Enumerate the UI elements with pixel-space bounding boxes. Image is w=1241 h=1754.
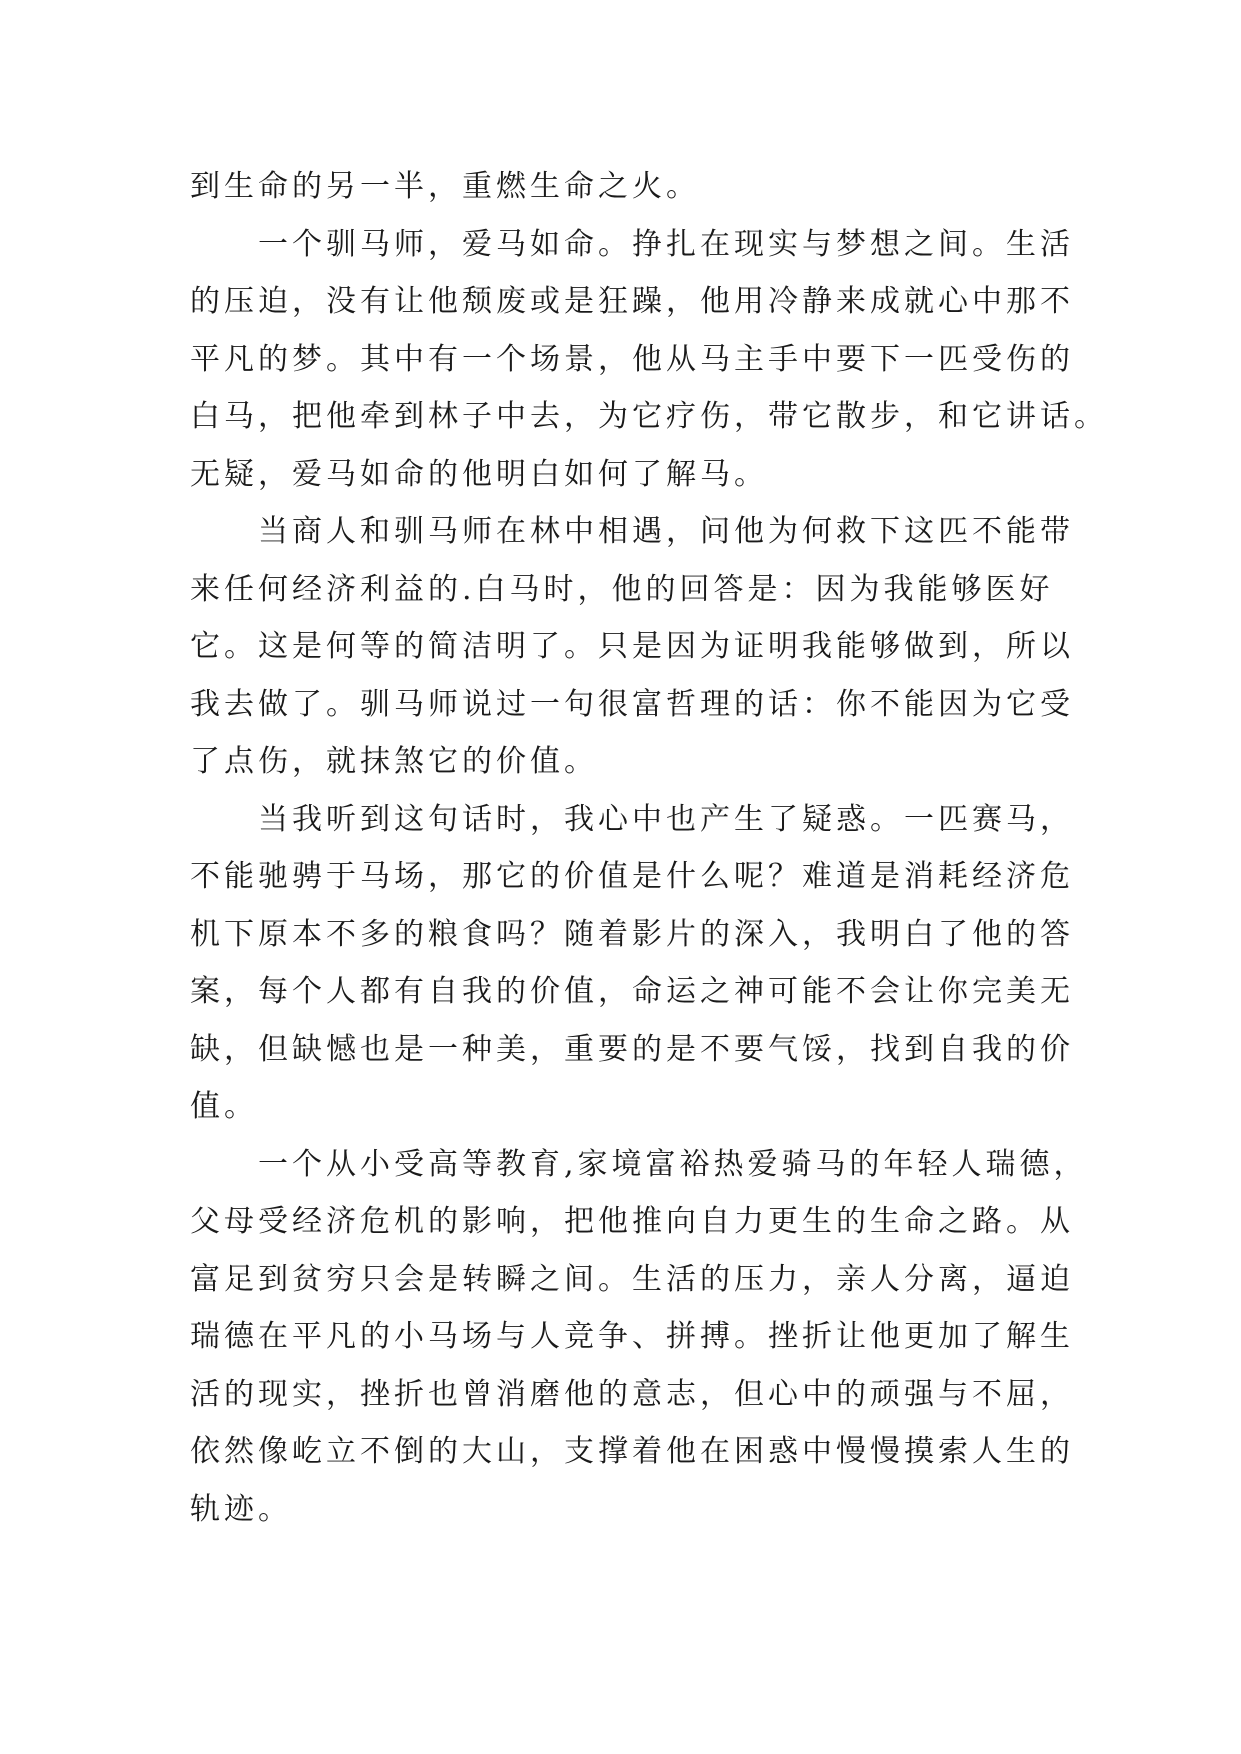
text-line: 值。 — [190, 1089, 258, 1124]
text-line: 无疑，爱马如命的他明白如何了解马。 — [190, 456, 768, 492]
text-line: 了点伤，就抹煞它的价值。 — [190, 744, 598, 779]
text-line: 到生命的另一半，重燃生命之火。 — [190, 169, 700, 204]
text-line: 一个从小受高等教育,家境富裕热爱骑马的年轻人瑞德， — [190, 1146, 1088, 1182]
text-line: 白马，把他牵到林子中去，为它疗伤，带它散步，和它讲话。 — [190, 399, 1108, 434]
text-line: 我去做了。驯马师说过一句很富哲理的话：你不能因为它受 — [190, 686, 1074, 722]
text-line: 机下原本不多的粮食吗？随着影片的深入，我明白了他的答 — [190, 916, 1074, 952]
text-line: 父母受经济危机的影响，把他推向自力更生的生命之路。从 — [190, 1204, 1074, 1239]
document-body — [190, 158, 1108, 1538]
text-line: 当我听到这句话时，我心中也产生了疑惑。一匹赛马， — [190, 801, 1074, 837]
text-line: 的压迫，没有让他颓废或是狂躁，他用冷静来成就心中那不 — [190, 284, 1074, 319]
text-line: 缺，但缺憾也是一种美，重要的是不要气馁，找到自我的价 — [190, 1031, 1074, 1067]
text-line: 活的现实，挫折也曾消磨他的意志，但心中的顽强与不屈， — [190, 1376, 1074, 1412]
text-line: 轨迹。 — [190, 1491, 292, 1527]
text-line: 富足到贫穷只会是转瞬之间。生活的压力，亲人分离，逼迫 — [190, 1261, 1074, 1297]
text-line: 不能驰骋于马场，那它的价值是什么呢？难道是消耗经济危 — [190, 859, 1074, 894]
text-line: 一个驯马师，爱马如命。挣扎在现实与梦想之间。生活 — [190, 226, 1074, 262]
text-line: 平凡的梦。其中有一个场景，他从马主手中要下一匹受伤的 — [190, 341, 1074, 377]
text-line: 瑞德在平凡的小马场与人竞争、拼搏。挫折让他更加了解生 — [190, 1319, 1074, 1354]
text-line: 依然像屹立不倒的大山，支撑着他在困惑中慢慢摸索人生的 — [190, 1434, 1074, 1469]
text-line: 当商人和驯马师在林中相遇，问他为何救下这匹不能带 — [190, 514, 1074, 549]
text-line: 它。这是何等的简洁明了。只是因为证明我能够做到，所以 — [190, 629, 1074, 664]
text-line: 来任何经济利益的.白马时，他的回答是：因为我能够医好 — [190, 571, 1054, 607]
text-line: 案，每个人都有自我的价值，命运之神可能不会让你完美无 — [190, 974, 1074, 1009]
